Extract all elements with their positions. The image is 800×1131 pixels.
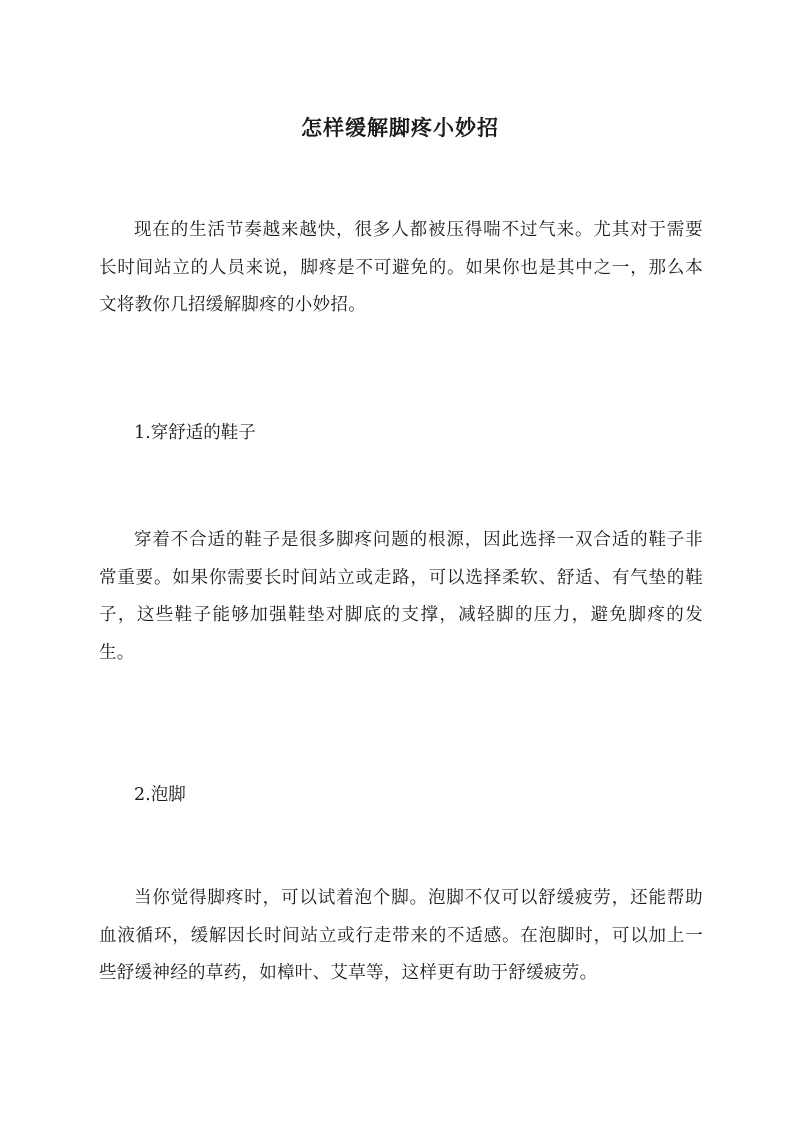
page-title: 怎样缓解脚疼小妙招 bbox=[301, 115, 499, 141]
intro-paragraph: 现在的生活节奏越来越快，很多人都被压得喘不过气来。尤其对于需要长时间站立的人员来说，脚疼是不可避免的。如果你也是其中之一，那么本文将教你几招缓解脚疼的小妙招。 bbox=[99, 220, 703, 315]
section-heading-foot-soak: 2.泡脚 bbox=[134, 785, 186, 805]
section-body-foot-soak: 当你觉得脚疼时，可以试着泡个脚。泡脚不仅可以舒缓疲劳，还能帮助血液循环，缓解因长时间站立或行走带来的不适感。在泡脚时，可以加上一些舒缓神经的草药，如樟叶、艾草等，这样更有助于舒缓疲劳。 bbox=[99, 888, 703, 983]
section-body-shoes: 穿着不合适的鞋子是很多脚疼问题的根源，因此选择一双合适的鞋子非常重要。如果你需要长时间站立或走路，可以选择柔软、舒适、有气垫的鞋子，这些鞋子能够加强鞋垫对脚底的支撑，减轻脚的压力，避免脚疼的发生。 bbox=[99, 530, 703, 663]
section-heading-shoes: 1.穿舒适的鞋子 bbox=[134, 423, 256, 443]
